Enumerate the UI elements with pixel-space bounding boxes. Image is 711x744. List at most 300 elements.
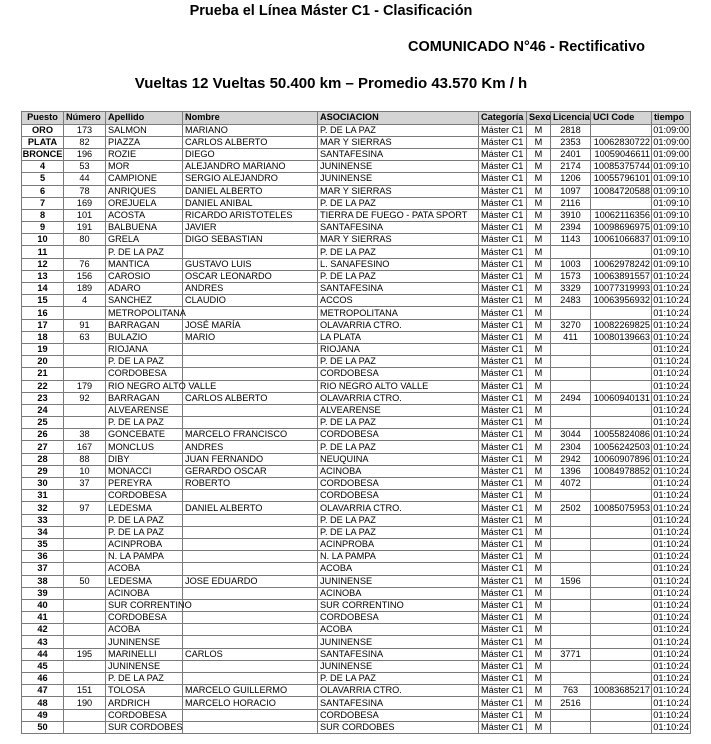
cell-sexo: M (527, 185, 551, 197)
cell-apellido: ACOBA (106, 624, 183, 636)
cell-puesto: 50 (22, 721, 64, 733)
cell-numero (64, 356, 106, 368)
cell-uci-code (591, 575, 652, 587)
cell-tiempo: 01:10:24 (653, 417, 689, 428)
cell-sexo: M (527, 563, 551, 575)
cell-numero: 169 (64, 197, 106, 209)
cell-asociacion: CORDOBESA (318, 429, 479, 441)
cell-uci-code (591, 709, 652, 721)
cell-categoria: Máster C1 (479, 453, 527, 465)
cell-licencia: 2516 (551, 697, 591, 709)
cell-apellido: PIAZZA (106, 136, 183, 148)
cell-licencia (551, 417, 591, 429)
table-row (22, 551, 691, 563)
table-row (22, 465, 691, 477)
cell-categoria: Máster C1 (479, 441, 527, 453)
cell-asociacion: P. DE LA PAZ (318, 356, 479, 368)
cell-uci-code: 10063891557 (591, 270, 652, 282)
cell-tiempo: 01:10:24 (653, 307, 689, 318)
cell-uci-code (591, 673, 652, 685)
cell-nombre (183, 624, 318, 636)
cell-puesto: 5 (22, 173, 64, 185)
table-row (22, 648, 691, 660)
cell-puesto: BRONCE (22, 149, 63, 160)
cell-nombre: ANDRES (183, 283, 318, 295)
cell-puesto: 47 (22, 685, 64, 697)
table-row (22, 343, 691, 355)
cell-uci-code (591, 124, 652, 136)
cell-apellido: P. DE LA PAZ (106, 514, 183, 526)
cell-licencia: 3270 (551, 319, 591, 331)
cell-tiempo: 01:10:24 (653, 344, 689, 355)
cell-numero (64, 246, 106, 258)
cell-numero: 38 (64, 429, 106, 441)
cell-sexo: M (527, 136, 551, 148)
cell-numero (64, 307, 106, 319)
cell-nombre (183, 709, 318, 721)
cell-sexo: M (527, 307, 551, 319)
cell-uci-code: 10061066837 (591, 234, 652, 246)
cell-apellido: DIBY (106, 453, 183, 465)
cell-numero: 101 (64, 209, 106, 221)
cell-asociacion: ACINOBA (318, 587, 479, 599)
cell-categoria: Máster C1 (479, 685, 527, 697)
cell-uci-code (591, 307, 652, 319)
cell-numero: 195 (64, 648, 106, 660)
cell-licencia: 2174 (551, 161, 591, 173)
cell-sexo: M (527, 209, 551, 221)
cell-tiempo: 01:09:10 (653, 210, 689, 220)
cell-puesto: 15 (22, 295, 64, 307)
table-row (22, 246, 691, 258)
cell-sexo: M (527, 697, 551, 709)
table-row (22, 209, 691, 221)
cell-licencia: 2353 (551, 136, 591, 148)
cell-licencia (551, 709, 591, 721)
table-row (22, 526, 691, 538)
cell-numero: 80 (64, 234, 106, 246)
cell-categoria: Máster C1 (479, 148, 527, 160)
cell-apellido: BALBUENA (106, 222, 183, 234)
cell-tiempo: 01:10:24 (653, 356, 689, 367)
cell-licencia: 2304 (551, 441, 591, 453)
cell-apellido: CORDOBESA (106, 612, 183, 624)
cell-sexo: M (527, 575, 551, 587)
cell-puesto: 27 (22, 441, 64, 453)
cell-nombre: JOSÉ MARÍA (183, 319, 318, 331)
cell-apellido: ANRIQUES (106, 185, 183, 197)
cell-apellido: ACINOBA (106, 587, 183, 599)
cell-nombre: ANDRES (183, 441, 318, 453)
table-row (22, 636, 691, 648)
cell-uci-code: 10062116356 (591, 209, 652, 221)
cell-categoria: Máster C1 (479, 136, 527, 148)
cell-asociacion: SANTAFESINA (318, 283, 479, 295)
cell-licencia: 1206 (551, 173, 591, 185)
table-row (22, 697, 691, 709)
cell-apellido: P. DE LA PAZ (106, 526, 183, 538)
cell-sexo: M (527, 478, 551, 490)
cell-categoria: Máster C1 (479, 538, 527, 550)
cell-numero: 53 (64, 161, 106, 173)
cell-uci-code: 10060940131 (591, 392, 652, 404)
cell-apellido: SUR CORDOBES (106, 721, 183, 733)
cell-categoria: Máster C1 (479, 709, 527, 721)
cell-tiempo: 01:10:24 (653, 478, 689, 489)
cell-categoria: Máster C1 (479, 514, 527, 526)
race-summary: Vueltas 12 Vueltas 50.400 km – Promedio 43.570 Km / h (134, 75, 528, 92)
cell-uci-code (591, 343, 652, 355)
cell-tiempo: 01:10:24 (653, 709, 689, 720)
cell-apellido: ACOSTA (106, 209, 183, 221)
cell-categoria: Máster C1 (479, 551, 527, 563)
cell-licencia (551, 514, 591, 526)
cell-categoria: Máster C1 (479, 295, 527, 307)
cell-puesto: 40 (22, 599, 64, 611)
cell-numero: 179 (64, 380, 106, 392)
cell-puesto: 45 (22, 660, 64, 672)
cell-tiempo: 01:10:24 (653, 441, 689, 452)
cell-numero (64, 343, 106, 355)
cell-licencia (551, 612, 591, 624)
cell-tiempo: 01:10:24 (653, 612, 689, 623)
cell-categoria: Máster C1 (479, 380, 527, 392)
cell-tiempo: 01:10:24 (653, 539, 689, 550)
cell-apellido: METROPOLITANA (106, 307, 183, 319)
cell-nombre (183, 404, 318, 416)
cell-apellido: OREJUELA (106, 197, 183, 209)
cell-tiempo: 01:10:24 (653, 405, 689, 415)
cell-categoria: Máster C1 (479, 417, 527, 429)
cell-categoria: Máster C1 (479, 343, 527, 355)
cell-puesto: 29 (22, 465, 64, 477)
cell-puesto: 32 (22, 502, 64, 514)
cell-categoria: Máster C1 (479, 185, 527, 197)
cell-licencia: 3771 (551, 648, 591, 660)
cell-asociacion: JUNINENSE (318, 636, 479, 648)
cell-sexo: M (527, 258, 551, 270)
cell-puesto: 35 (22, 538, 64, 550)
table-row (22, 721, 691, 733)
col-header-asociacion: ASOCIACION (318, 112, 479, 125)
cell-apellido: MONCLUS (106, 441, 183, 453)
cell-puesto: 10 (22, 234, 64, 246)
cell-uci-code: 10077319993 (591, 283, 652, 295)
cell-uci-code (591, 697, 652, 709)
cell-sexo: M (527, 526, 551, 538)
cell-asociacion: OLAVARRIA CTRO. (318, 392, 479, 404)
cell-tiempo: 01:09:10 (653, 185, 689, 196)
col-header-uci-code: UCI Code (591, 112, 652, 125)
cell-nombre: CARLOS ALBERTO (183, 392, 318, 404)
cell-numero: 151 (64, 685, 106, 697)
cell-sexo: M (527, 343, 551, 355)
cell-sexo: M (527, 685, 551, 697)
cell-puesto: 34 (22, 526, 64, 538)
cell-categoria: Máster C1 (479, 648, 527, 660)
cell-apellido: N. LA PAMPA (106, 551, 183, 563)
table-row (22, 673, 691, 685)
cell-licencia (551, 404, 591, 416)
cell-numero (64, 612, 106, 624)
cell-licencia (551, 490, 591, 502)
cell-puesto: 30 (22, 478, 64, 490)
cell-categoria: Máster C1 (479, 319, 527, 331)
cell-puesto: 25 (22, 417, 64, 429)
cell-apellido: CORDOBESA (106, 490, 183, 502)
classification-table (21, 111, 691, 734)
cell-asociacion: NEUQUINA (318, 453, 479, 465)
cell-tiempo: 01:10:24 (653, 685, 689, 696)
cell-asociacion: ACINOBA (318, 465, 479, 477)
cell-numero (64, 599, 106, 611)
cell-numero (64, 551, 106, 563)
cell-tiempo: 01:10:24 (653, 429, 689, 440)
cell-categoria: Máster C1 (479, 721, 527, 733)
cell-apellido: GONCEBATE (106, 429, 183, 441)
cell-tiempo: 01:10:24 (653, 587, 689, 598)
cell-apellido: MONACCI (106, 465, 183, 477)
cell-asociacion: RIOJANA (318, 343, 479, 355)
cell-numero: 82 (64, 136, 106, 148)
cell-numero: 78 (64, 185, 106, 197)
table-row (22, 709, 691, 721)
cell-sexo: M (527, 404, 551, 416)
cell-asociacion: METROPOLITANA (318, 307, 479, 319)
cell-puesto: 17 (22, 319, 64, 331)
cell-categoria: Máster C1 (479, 563, 527, 575)
cell-categoria: Máster C1 (479, 258, 527, 270)
cell-uci-code: 10062830722 (591, 136, 652, 148)
table-row (22, 624, 691, 636)
cell-apellido: ALVEARENSE (106, 404, 183, 416)
cell-tiempo: 01:10:24 (653, 636, 689, 647)
cell-licencia (551, 563, 591, 575)
cell-nombre (183, 526, 318, 538)
cell-categoria: Máster C1 (479, 575, 527, 587)
cell-licencia: 2401 (551, 148, 591, 160)
cell-nombre (183, 343, 318, 355)
cell-sexo: M (527, 295, 551, 307)
cell-apellido: ACOBA (106, 563, 183, 575)
cell-licencia: 3329 (551, 283, 591, 295)
cell-tiempo: 01:10:24 (653, 551, 689, 562)
cell-tiempo: 01:09:10 (653, 197, 689, 208)
cell-tiempo: 01:10:24 (653, 295, 689, 306)
cell-nombre: JOSE EDUARDO (183, 575, 318, 587)
cell-numero (64, 673, 106, 685)
cell-puesto: 7 (22, 197, 64, 209)
cell-categoria: Máster C1 (479, 356, 527, 368)
cell-nombre: SERGIO ALEJANDRO (183, 173, 318, 185)
cell-licencia (551, 368, 591, 380)
cell-sexo: M (527, 502, 551, 514)
cell-sexo: M (527, 490, 551, 502)
cell-nombre (183, 673, 318, 685)
cell-nombre: CLAUDIO (183, 295, 318, 307)
cell-apellido: BARRAGAN (106, 319, 183, 331)
cell-puesto: 20 (22, 356, 64, 368)
cell-apellido: MOR (106, 161, 183, 173)
cell-nombre: DIEGO (183, 148, 318, 160)
cell-sexo: M (527, 148, 551, 160)
cell-licencia (551, 526, 591, 538)
cell-categoria: Máster C1 (479, 429, 527, 441)
cell-numero: 63 (64, 331, 106, 343)
cell-sexo: M (527, 636, 551, 648)
cell-tiempo: 01:10:24 (653, 514, 689, 525)
cell-puesto: 24 (22, 404, 64, 416)
cell-sexo: M (527, 356, 551, 368)
cell-uci-code (591, 551, 652, 563)
cell-uci-code (591, 624, 652, 636)
table-row (22, 453, 691, 465)
cell-numero (64, 636, 106, 648)
cell-numero: 10 (64, 465, 106, 477)
cell-apellido: GRELA (106, 234, 183, 246)
cell-numero: 189 (64, 283, 106, 295)
cell-uci-code: 10055824086 (591, 429, 652, 441)
cell-nombre: MARCELO HORACIO (183, 697, 318, 709)
cell-tiempo: 01:09:00 (653, 124, 689, 135)
cell-tiempo: 01:10:24 (653, 270, 689, 281)
cell-nombre (183, 307, 318, 319)
cell-licencia: 1573 (551, 270, 591, 282)
cell-apellido: P. DE LA PAZ (106, 246, 183, 258)
cell-licencia: 2116 (551, 197, 591, 209)
cell-licencia (551, 721, 591, 733)
cell-asociacion: P. DE LA PAZ (318, 441, 479, 453)
cell-puesto: 44 (22, 648, 64, 660)
cell-sexo: M (527, 721, 551, 733)
cell-uci-code (591, 417, 652, 429)
cell-categoria: Máster C1 (479, 697, 527, 709)
cell-puesto: 39 (22, 587, 64, 599)
cell-licencia (551, 624, 591, 636)
table-row (22, 612, 691, 624)
cell-sexo: M (527, 380, 551, 392)
cell-asociacion: MAR Y SIERRAS (318, 136, 479, 148)
cell-nombre (183, 514, 318, 526)
cell-uci-code (591, 538, 652, 550)
cell-uci-code: 10063956932 (591, 295, 652, 307)
cell-categoria: Máster C1 (479, 234, 527, 246)
cell-numero (64, 587, 106, 599)
cell-numero (64, 709, 106, 721)
cell-asociacion: CORDOBESA (318, 709, 479, 721)
cell-numero (64, 368, 106, 380)
cell-sexo: M (527, 392, 551, 404)
cell-tiempo: 01:10:24 (653, 624, 689, 635)
cell-apellido: P. DE LA PAZ (106, 673, 183, 685)
cell-apellido: LEDESMA (106, 502, 183, 514)
cell-categoria: Máster C1 (479, 624, 527, 636)
cell-sexo: M (527, 538, 551, 550)
cell-tiempo: 01:10:24 (653, 648, 689, 659)
cell-tiempo: 01:09:10 (653, 234, 689, 245)
table-row (22, 660, 691, 672)
cell-nombre: JUAN FERNANDO (183, 453, 318, 465)
cell-licencia: 4072 (551, 478, 591, 490)
table-row (22, 429, 691, 441)
cell-licencia: 3044 (551, 429, 591, 441)
cell-uci-code (591, 599, 652, 611)
cell-apellido: ARDRICH (106, 697, 183, 709)
cell-tiempo: 01:10:24 (653, 453, 689, 464)
cell-tiempo: 01:09:00 (653, 136, 689, 147)
cell-numero: 190 (64, 697, 106, 709)
cell-asociacion: P. DE LA PAZ (318, 673, 479, 685)
cell-nombre: GUSTAVO LUIS (183, 258, 318, 270)
cell-uci-code: 10055796101 (591, 173, 652, 185)
cell-puesto: 49 (22, 709, 64, 721)
cell-puesto: 8 (22, 209, 64, 221)
cell-numero (64, 417, 106, 429)
table-row (22, 173, 691, 185)
cell-tiempo: 01:10:24 (653, 502, 689, 513)
cell-sexo: M (527, 161, 551, 173)
cell-asociacion: CORDOBESA (318, 612, 479, 624)
cell-asociacion: SANTAFESINA (318, 697, 479, 709)
cell-numero: 92 (64, 392, 106, 404)
cell-tiempo: 01:10:24 (653, 368, 689, 379)
cell-uci-code: 10098696975 (591, 222, 652, 234)
cell-asociacion: JUNINENSE (318, 161, 479, 173)
cell-asociacion: MAR Y SIERRAS (318, 234, 479, 246)
cell-uci-code (591, 526, 652, 538)
cell-asociacion: JUNINENSE (318, 575, 479, 587)
cell-nombre (183, 612, 318, 624)
cell-puesto: 9 (22, 222, 64, 234)
cell-sexo: M (527, 319, 551, 331)
cell-puesto: 11 (22, 246, 64, 258)
cell-categoria: Máster C1 (479, 283, 527, 295)
cell-licencia (551, 636, 591, 648)
cell-categoria: Máster C1 (479, 368, 527, 380)
cell-uci-code: 10084720588 (591, 185, 652, 197)
cell-tiempo: 01:10:24 (653, 673, 689, 684)
cell-puesto: 28 (22, 453, 64, 465)
cell-apellido: P. DE LA PAZ (106, 356, 183, 368)
cell-uci-code (591, 404, 652, 416)
cell-nombre: DIGO SEBASTIAN (183, 234, 318, 246)
cell-licencia (551, 660, 591, 672)
table-row (22, 124, 691, 136)
cell-nombre (183, 636, 318, 648)
cell-sexo: M (527, 514, 551, 526)
cell-tiempo: 01:10:24 (653, 660, 689, 671)
cell-tiempo: 01:10:24 (653, 697, 689, 708)
cell-nombre: OSCAR LEONARDO (183, 270, 318, 282)
cell-asociacion: ALVEARENSE (318, 404, 479, 416)
cell-asociacion: P. DE LA PAZ (318, 270, 479, 282)
cell-asociacion: N. LA PAMPA (318, 551, 479, 563)
cell-licencia (551, 587, 591, 599)
cell-licencia: 2818 (551, 124, 591, 136)
cell-licencia: 763 (551, 685, 591, 697)
cell-sexo: M (527, 283, 551, 295)
cell-licencia (551, 343, 591, 355)
cell-uci-code (591, 356, 652, 368)
cell-uci-code (591, 563, 652, 575)
table-row (22, 185, 691, 197)
cell-nombre: DANIEL ALBERTO (183, 185, 318, 197)
table-row (22, 538, 691, 550)
cell-puesto: 26 (22, 429, 64, 441)
cell-apellido: P. DE LA PAZ (106, 417, 183, 429)
cell-licencia: 1396 (551, 465, 591, 477)
cell-tiempo: 01:10:24 (653, 490, 689, 501)
